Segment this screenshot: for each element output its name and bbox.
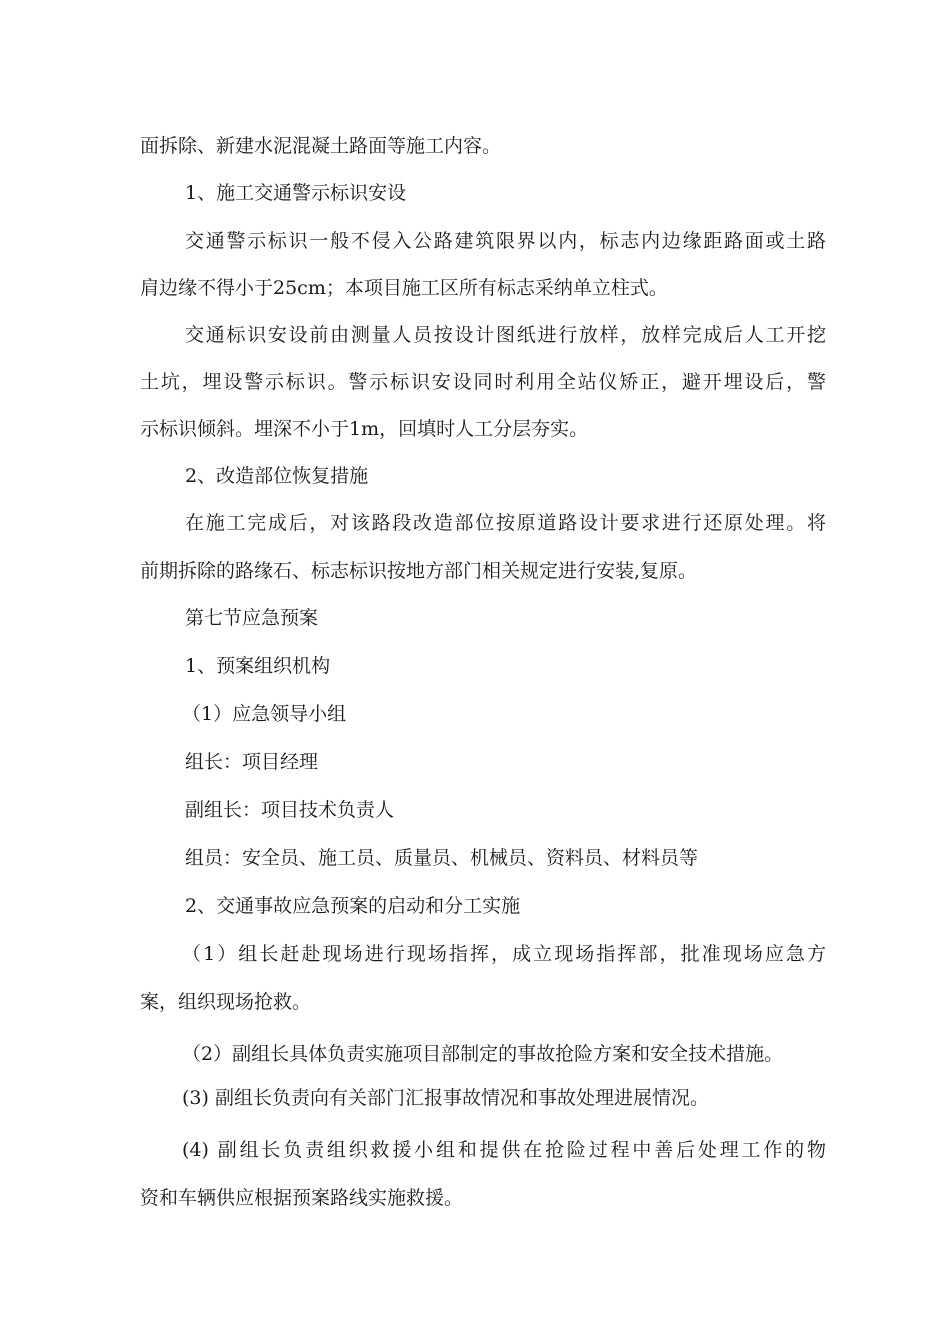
body-text-line: 资和车辆供应根据预案路线实施救援。: [140, 1187, 464, 1209]
body-text-line: 交通标识安设前由测量人员按设计图纸进行放样，放样完成后人工开挖: [185, 324, 826, 346]
body-text-line: 副组长：项目技术负责人: [185, 799, 395, 821]
body-text-line: （1）组长赶赴现场进行现场指挥，成立现场指挥部，批准现场应急方: [182, 943, 826, 965]
section-heading: 1、预案组织机构: [185, 655, 331, 677]
body-text-line: 在施工完成后，对该路段改造部位按原道路设计要求进行还原处理。将: [185, 512, 826, 534]
body-text-line: 案，组织现场抢救。: [140, 991, 312, 1013]
body-text-line: 前期拆除的路缘石、标志标识按地方部门相关规定进行安装,复原。: [140, 560, 698, 582]
body-text-line: 肩边缘不得小于25cm；本项目施工区所有标志采纳单立柱式。: [140, 277, 668, 299]
section-heading: 1、施工交通警示标识安设: [185, 182, 407, 204]
subsection-heading: （1）应急领导小组: [182, 703, 347, 725]
body-text-line: 交通警示标识一般不侵入公路建筑限界以内，标志内边缘距路面或土路: [185, 230, 826, 252]
body-text-line: 组长：项目经理: [185, 751, 319, 773]
body-text-line: 土坑，埋设警示标识。警示标识安设同时利用全站仪矫正，避开埋设后，警: [140, 371, 826, 393]
body-text-line: (4) 副组长负责组织救援小组和提供在抢险过程中善后处理工作的物: [182, 1139, 826, 1161]
body-text-line: （2）副组长具体负责实施项目部制定的事故抢险方案和安全技术措施。: [182, 1043, 784, 1065]
body-text-line: 组员：安全员、施工员、质量员、机械员、资料员、材料员等: [185, 847, 699, 869]
body-text-line: 面拆除、新建水泥混凝土路面等施工内容。: [140, 135, 502, 157]
body-text-line: 示标识倾斜。埋深不小于1m，回填时人工分层夯实。: [140, 418, 589, 440]
section-heading: 2、交通事故应急预案的启动和分工实施: [185, 895, 521, 917]
section-heading: 2、改造部位恢复措施: [185, 465, 369, 487]
section-heading: 第七节应急预案: [185, 607, 319, 629]
body-text-line: (3) 副组长负责向有关部门汇报事故情况和事故处理进展情况。: [182, 1087, 709, 1109]
